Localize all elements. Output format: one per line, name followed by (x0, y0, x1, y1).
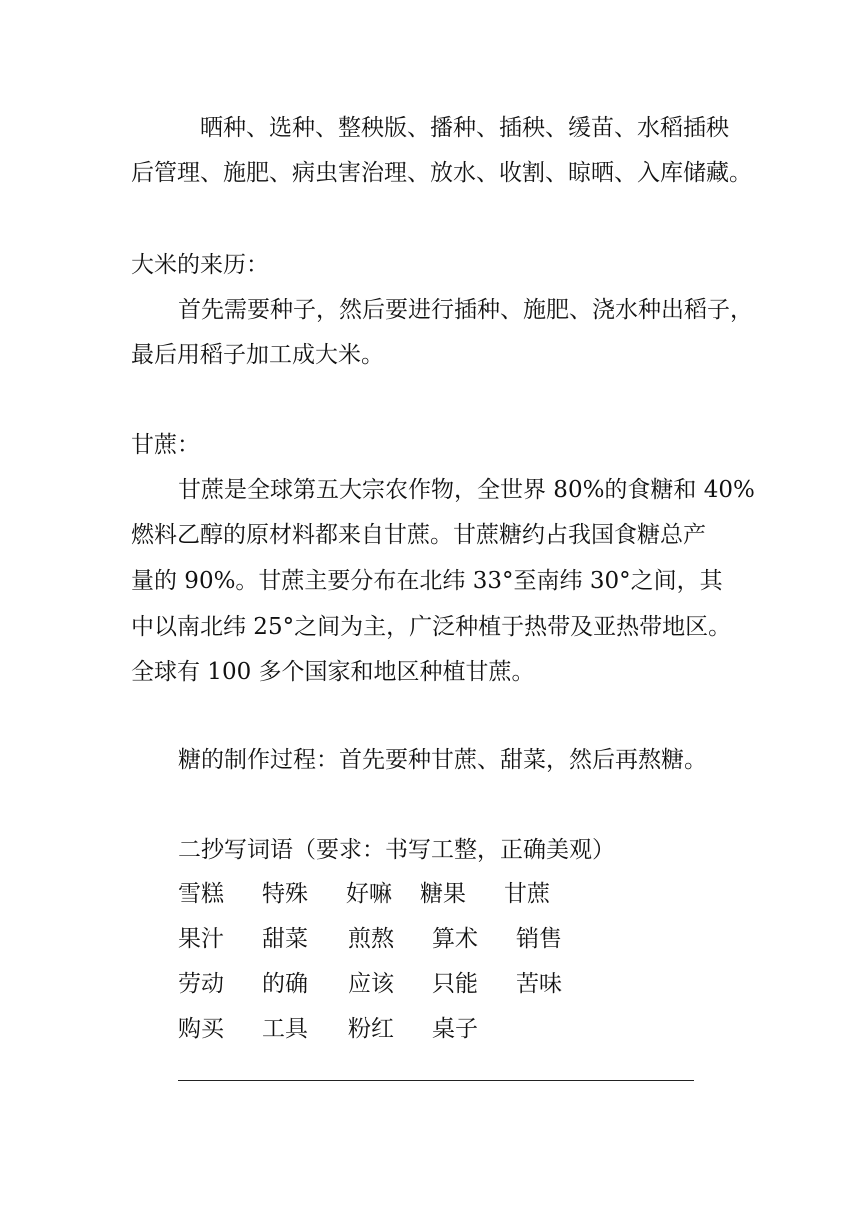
sugarcane-line-5: 全球有 100 多个国家和地区种植甘蔗。 (131, 659, 535, 685)
sugarcane-line-1: 甘蔗是全球第五大宗农作物，全世界 80%的食糖和 40% (178, 477, 755, 503)
word-item: 特殊 (262, 881, 308, 907)
sugarcane-line-4: 中以南北纬 25°之间为主，广泛种植于热带及亚热带地区。 (131, 614, 732, 640)
word-item: 应该 (348, 971, 394, 997)
word-item: 桌子 (432, 1016, 478, 1042)
word-item: 粉红 (348, 1016, 394, 1042)
sugar-process-text: 糖的制作过程：首先要种甘蔗、甜菜，然后再熬糖。 (178, 747, 707, 773)
word-item: 的确 (262, 971, 308, 997)
word-item: 劳动 (178, 971, 224, 997)
word-item: 甜菜 (262, 926, 308, 952)
word-item: 好嘛 (346, 881, 392, 907)
word-item: 糖果 (420, 881, 466, 907)
divider-line (178, 1080, 694, 1081)
word-item: 雪糕 (178, 881, 224, 907)
word-item: 煎熬 (348, 926, 394, 952)
sugarcane-line-3: 量的 90%。甘蔗主要分布在北纬 33°至南纬 30°之间，其 (131, 568, 723, 594)
word-item: 算术 (432, 926, 478, 952)
rice-origin-heading: 大米的来历： (131, 252, 269, 278)
word-item: 工具 (262, 1016, 308, 1042)
rice-steps-line-1: 晒种、选种、整秧版、播种、插秧、缓苗、水稻插秧 (200, 115, 729, 141)
sugarcane-heading: 甘蔗： (131, 432, 200, 458)
word-item: 销售 (516, 926, 562, 952)
rice-steps-line-2: 后管理、施肥、病虫害治理、放水、收割、晾晒、入库储藏。 (131, 160, 752, 186)
rice-origin-line-1: 首先需要种子，然后要进行插种、施肥、浇水种出稻子， (178, 297, 753, 323)
word-item: 苦味 (516, 971, 562, 997)
word-item: 甘蔗 (504, 881, 550, 907)
word-item: 只能 (432, 971, 478, 997)
word-item: 果汁 (178, 926, 224, 952)
copy-words-heading: 二抄写词语（要求：书写工整，正确美观） (178, 837, 615, 863)
sugarcane-line-2: 燃料乙醇的原材料都来自甘蔗。甘蔗糖约占我国食糖总产 (131, 522, 706, 548)
rice-origin-line-2: 最后用稻子加工成大米。 (131, 342, 384, 368)
word-item: 购买 (178, 1016, 224, 1042)
